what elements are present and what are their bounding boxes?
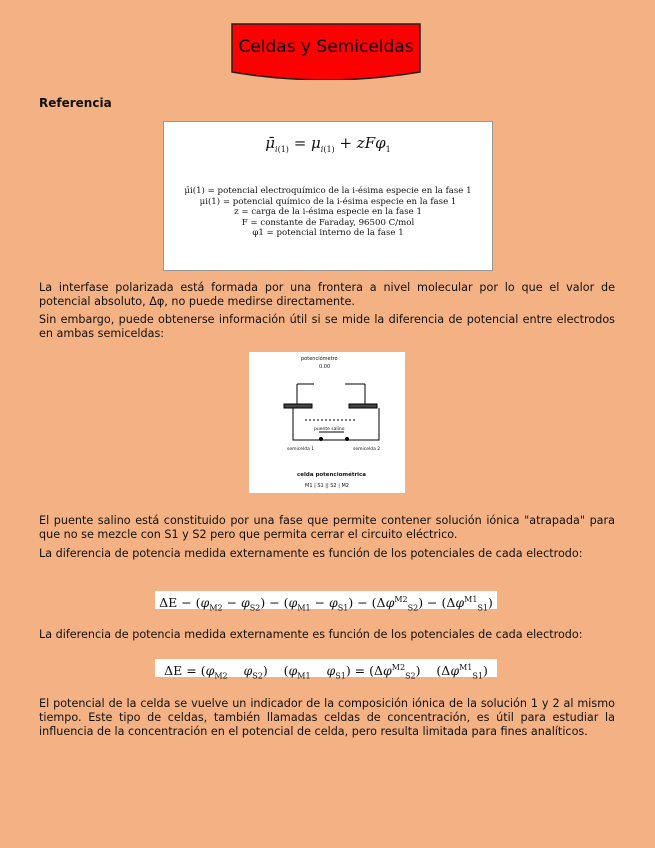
figure-right-label: semicelda 2 bbox=[353, 447, 381, 452]
definition-line: μ̄i(1) = potencial electroquímico de la i-ésima especie en la fase 1 bbox=[184, 186, 472, 196]
paragraph-potential-diff-2: La diferencia de potencia medida externamente es función de los potenciales de cada electrodo: bbox=[39, 628, 583, 641]
paragraph-salt-bridge: El puente salino está constituido por una fase que permite contener solución iónica "atrapada" para que no se mezcle con S1 y S2 pero que permita cerrar el circuito eléctrico. bbox=[39, 514, 615, 542]
paragraph-measurement: Sin embargo, puede obtenerse información útil si se mide la diferencia de potencial entre electrodos en ambas semiceldas: bbox=[39, 313, 615, 341]
figure-left-label: semicelda 1 bbox=[287, 447, 315, 452]
paragraph-potential-diff-1: La diferencia de potencia medida externamente es función de los potenciales de cada electrodo: bbox=[39, 547, 583, 560]
definition-lines bbox=[164, 186, 492, 239]
title-banner bbox=[230, 22, 422, 80]
cell-diagram bbox=[249, 352, 405, 493]
equation-potential-2: $\Delta E = (\varphi_{M2}$ $\varphi_{S2}$) ($\varphi_{M1}$ $\varphi_{S1}) = (\Delta\varphi^{M2}_{S2})$ $(\Delta\varphi^{M1}_{S1})$ bbox=[155, 659, 497, 677]
definition-line: z = carga de la i-ésima especie en la fase 1 bbox=[234, 207, 422, 218]
paragraph-interface: La interfase polarizada está formada por una frontera a nivel molecular por lo que el valor de potencial absoluto, Δφ, no puede medirse directamente. bbox=[39, 281, 615, 309]
definition-box bbox=[163, 121, 493, 271]
equation-potential-1: $\Delta E - (\varphi_{M2} - \varphi_{S2}) - (\varphi_{M1} - \varphi_{S1}) - (\Delta\varphi^{M2}_{S2}) - (\Delta\varphi^{M1}_{S1})$ bbox=[155, 591, 497, 609]
figure-caption: celda potenciométrica bbox=[297, 472, 367, 478]
definition-line: μi(1) = potencial químico de la i-ésima especie en la fase 1 bbox=[199, 196, 457, 207]
page-title: Celdas y Semiceldas bbox=[238, 37, 414, 57]
paragraph-concentration-cells: El potencial de la celda se vuelve un indicador de la composición iónica de la solución 1 y 2 al mismo tiempo. Este tipo de celdas, también llamadas celdas de concentración, es útil para estudiar la influencia de la concentración en el potencial de celda, pero resulta limitada para fines analíticos. bbox=[39, 697, 615, 739]
figure-top-label: potenciómetro bbox=[301, 356, 338, 362]
figure-notation: M1 | S1 || S2 | M2 bbox=[305, 483, 349, 489]
definition-line: φ1 = potencial interno de la fase 1 bbox=[252, 228, 404, 239]
figure-bridge-label: puente salino bbox=[314, 427, 345, 432]
figure-reading: 0.00 bbox=[319, 364, 331, 370]
electrochemical-potential-equation: $\mū_{i(1)} = \mu_{i(1)} + zF\varphi_1$ bbox=[265, 134, 391, 154]
reference-heading: Referencia bbox=[39, 96, 112, 110]
definition-line: F = constante de Faraday, 96500 C/mol bbox=[241, 217, 415, 228]
